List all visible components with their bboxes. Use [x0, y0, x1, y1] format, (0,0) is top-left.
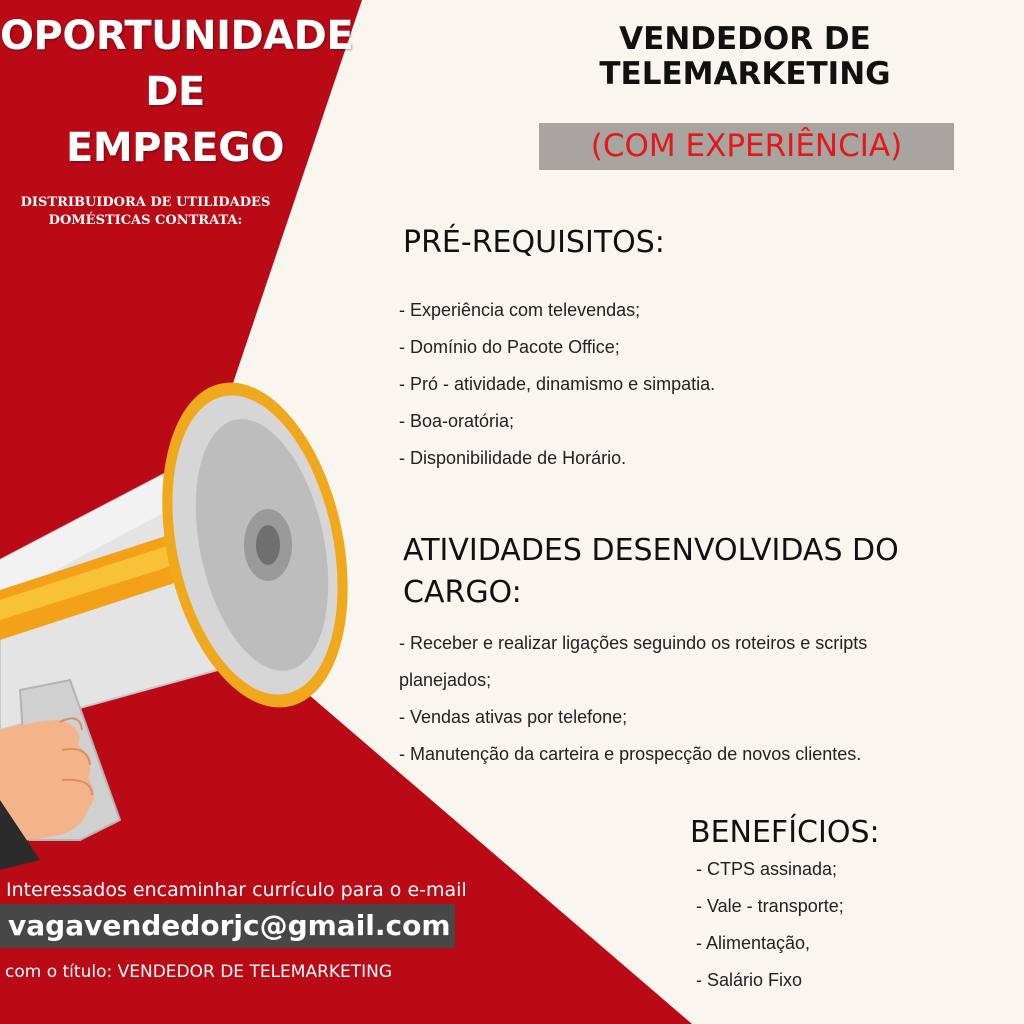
activities-list — [399, 625, 999, 773]
contact-email[interactable]: vagavendedorjc@gmail.com — [0, 904, 455, 948]
list-item: - Pró - atividade, dinamismo e simpatia. — [399, 374, 716, 394]
list-item: - Alimentação, — [696, 933, 811, 953]
headline-line-2: DE — [145, 69, 205, 115]
job-title — [570, 22, 920, 92]
headline-line-1: OPORTUNIDADE — [0, 13, 354, 59]
contact-subject: com o título: VENDEDOR DE TELEMARKETING — [5, 962, 393, 982]
job-title-line-1: VENDEDOR DE — [619, 21, 871, 57]
job-title-line-2: TELEMARKETING — [599, 56, 891, 92]
company-subhead — [8, 194, 283, 230]
list-item: - Vendas ativas por telefone; — [399, 707, 628, 727]
list-item: - Boa-oratória; — [399, 411, 515, 431]
list-item: - Salário Fixo — [696, 970, 803, 990]
list-item: - Disponibilidade de Horário. — [399, 448, 627, 468]
requirements-title: PRÉ-REQUISITOS: — [403, 225, 665, 260]
list-item: - CTPS assinada; — [696, 859, 838, 879]
activities-title — [403, 530, 1003, 614]
subhead-line-2: DOMÉSTICAS CONTRATA: — [48, 213, 243, 228]
requirements-list — [399, 292, 715, 477]
list-item: - Domínio do Pacote Office; — [399, 337, 620, 357]
activities-title-line-1: ATIVIDADES DESENVOLVIDAS DO — [403, 533, 899, 568]
list-item: - Vale - transporte; — [696, 896, 844, 916]
contact-intro: Interessados encaminhar currículo para o e-mail — [6, 879, 467, 901]
experience-badge: (COM EXPERIÊNCIA) — [539, 123, 954, 170]
list-item: planejados; — [399, 670, 492, 690]
benefits-title: BENEFÍCIOS: — [690, 815, 880, 850]
list-item: - Manutenção da carteira e prospecção de novos clientes. — [399, 744, 862, 764]
subhead-line-1: DISTRIBUIDORA DE UTILIDADES — [20, 195, 271, 210]
activities-title-line-2: CARGO: — [403, 575, 522, 610]
list-item: - Receber e realizar ligações seguindo os roteiros e scripts — [399, 633, 868, 653]
list-item: - Experiência com televendas; — [399, 300, 641, 320]
headline — [0, 8, 354, 176]
benefits-list — [696, 851, 844, 999]
headline-line-3: EMPREGO — [66, 125, 284, 171]
